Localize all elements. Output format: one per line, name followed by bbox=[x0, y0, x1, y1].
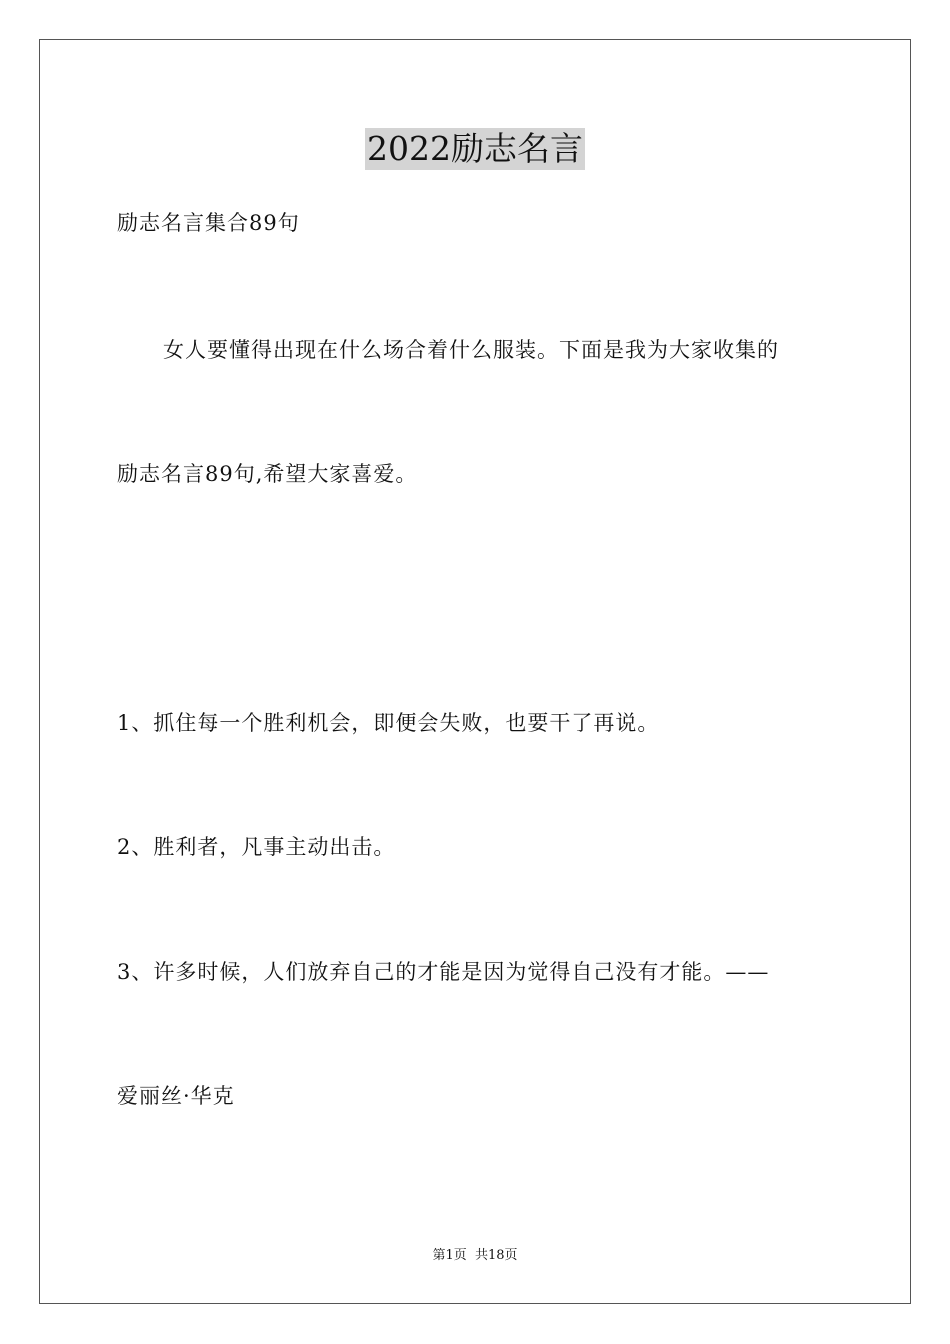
page-number: 第1页 bbox=[432, 1248, 467, 1263]
quote-item-3-author: 爱丽丝·华克 bbox=[117, 1084, 235, 1108]
intro-paragraph-line-1: 女人要懂得出现在什么场合着什么服装。下面是我为大家收集的 bbox=[163, 338, 779, 362]
quote-item-3: 3、许多时候，人们放弃自己的才能是因为觉得自己没有才能。—— bbox=[117, 960, 770, 984]
page-total: 共18页 bbox=[474, 1248, 518, 1263]
quote-item-1: 1、抓住每一个胜利机会，即便会失败，也要干了再说。 bbox=[117, 711, 660, 735]
page-footer bbox=[0, 1247, 950, 1265]
intro-paragraph-line-2: 励志名言89句,希望大家喜爱。 bbox=[117, 462, 418, 486]
document-subtitle: 励志名言集合89句 bbox=[117, 211, 300, 235]
quote-item-2: 2、胜利者，凡事主动出击。 bbox=[117, 835, 396, 859]
title-container bbox=[0, 128, 950, 170]
document-title: 2022励志名言 bbox=[367, 129, 583, 168]
